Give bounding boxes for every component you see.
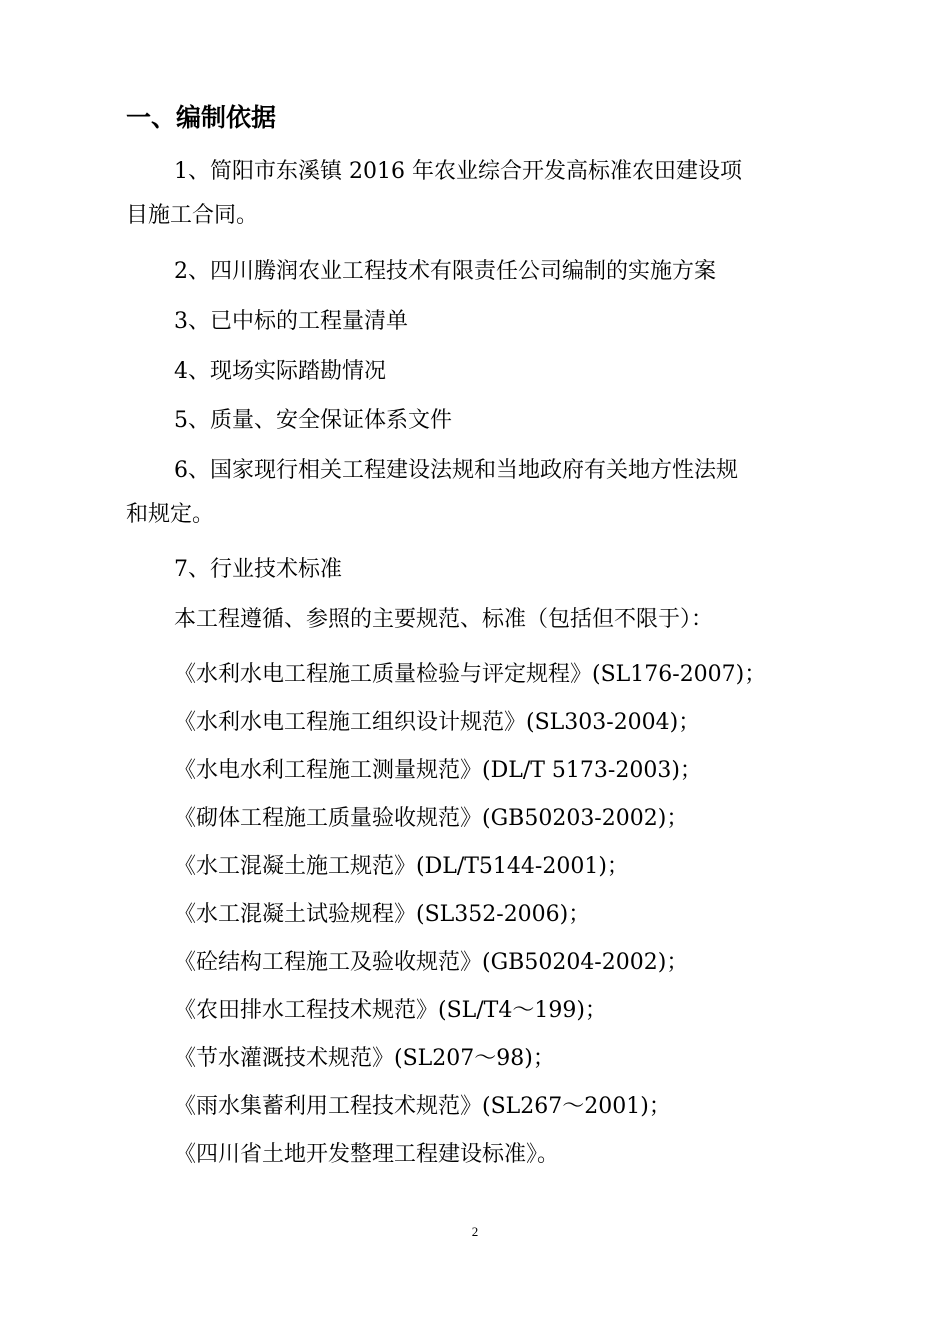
standard-item: 《雨水集蓄利用工程技术规范》(SL267～2001)； [174, 1094, 671, 1119]
basis-item-6-line1: 6、国家现行相关工程建设法规和当地政府有关地方性法规 [174, 458, 738, 483]
standard-item: 《农田排水工程技术规范》(SL/T4～199)； [174, 998, 607, 1023]
basis-item-6 [126, 449, 874, 537]
standard-item: 《水电水利工程施工测量规范》(DL/T 5173-2003)； [174, 758, 702, 783]
standard-item: 《水利水电工程施工质量检验与评定规程》(SL176-2007)； [174, 662, 767, 687]
standard-item: 《水利水电工程施工组织设计规范》(SL303-2004)； [174, 710, 701, 735]
basis-item-1 [126, 150, 874, 238]
basis-item-2: 2、四川腾润农业工程技术有限责任公司编制的实施方案 [174, 259, 716, 284]
page-number: 2 [471, 1224, 479, 1239]
basis-item-5: 5、质量、安全保证体系文件 [174, 408, 452, 433]
standard-item: 《四川省土地开发整理工程建设标准》。 [174, 1142, 560, 1167]
section-heading: 一、编制依据 [126, 103, 277, 132]
standards-intro: 本工程遵循、参照的主要规范、标准（包括但不限于）： [174, 607, 714, 632]
standard-item: 《水工混凝土施工规范》(DL/T5144-2001)； [174, 854, 629, 879]
standard-item: 《节水灌溉技术规范》(SL207～98)； [174, 1046, 555, 1071]
basis-item-4: 4、现场实际踏勘情况 [174, 359, 386, 384]
basis-item-1-line2: 目施工合同。 [126, 203, 259, 228]
standard-item: 《砼结构工程施工及验收规范》(GB50204-2002)； [174, 950, 689, 975]
basis-item-3: 3、已中标的工程量清单 [174, 309, 408, 334]
basis-item-6-line2: 和规定。 [126, 502, 215, 527]
basis-item-1-line1: 1、简阳市东溪镇 2016 年农业综合开发高标准农田建设项 [174, 159, 742, 184]
basis-item-7: 7、行业技术标准 [174, 557, 342, 582]
standard-item: 《砌体工程施工质量验收规范》(GB50203-2002)； [174, 806, 689, 831]
standard-item: 《水工混凝土试验规程》(SL352-2006)； [174, 902, 591, 927]
